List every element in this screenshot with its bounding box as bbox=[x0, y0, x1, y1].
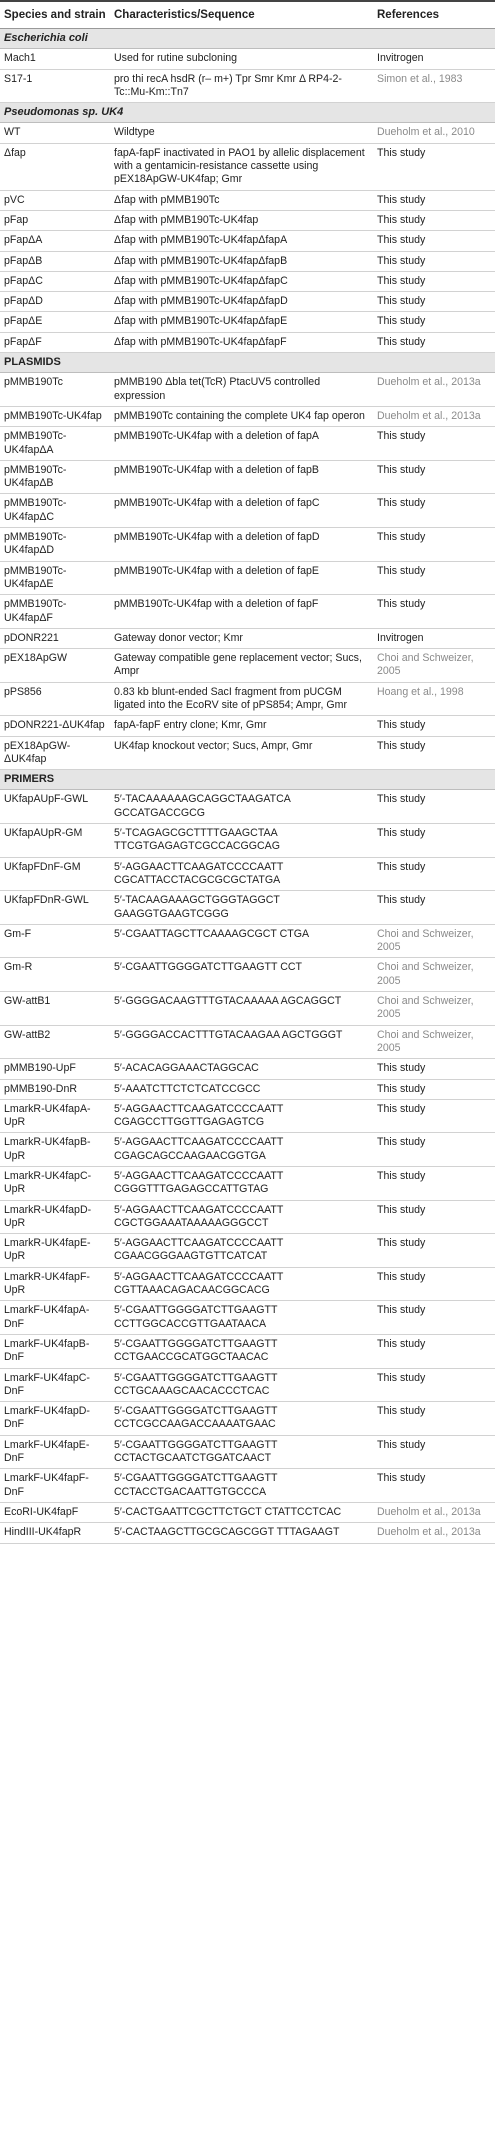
table-row bbox=[0, 1079, 495, 1099]
table-row bbox=[0, 857, 495, 891]
reference-link[interactable]: Choi and Schweizer, 2005 bbox=[373, 992, 495, 1026]
characteristics: 5′-ACACAGGAAACTAGGCAC bbox=[110, 1059, 373, 1079]
characteristics: 5′-CACTGAATTCGCTTCTGCT CTATTCCTCAC bbox=[110, 1502, 373, 1522]
table-row bbox=[0, 1368, 495, 1402]
table-row bbox=[0, 143, 495, 190]
table-row bbox=[0, 332, 495, 352]
characteristics: Δfap with pMMB190Tc-UK4fapΔfapC bbox=[110, 271, 373, 291]
strain-name: LmarkR-UK4fapE-UpR bbox=[0, 1234, 110, 1268]
table-row bbox=[0, 1099, 495, 1133]
characteristics: Wildtype bbox=[110, 123, 373, 143]
strain-name: UKfapFDnF-GM bbox=[0, 857, 110, 891]
strain-name: S17-1 bbox=[0, 69, 110, 103]
reference-link[interactable]: Dueholm et al., 2013a bbox=[373, 373, 495, 407]
reference: This study bbox=[373, 1435, 495, 1469]
header-references: References bbox=[373, 1, 495, 29]
characteristics: Δfap with pMMB190Tc-UK4fapΔfapD bbox=[110, 292, 373, 312]
characteristics: pMMB190Tc-UK4fap with a deletion of fapC bbox=[110, 494, 373, 528]
reference: This study bbox=[373, 494, 495, 528]
characteristics: 5′-CGAATTGGGGATCTTGAAGTT CCTGAACCGCATGGCTAACAC bbox=[110, 1334, 373, 1368]
table-row bbox=[0, 190, 495, 210]
characteristics: Gateway donor vector; Kmr bbox=[110, 628, 373, 648]
strain-name: pFapΔC bbox=[0, 271, 110, 291]
characteristics: UK4fap knockout vector; Sucs, Ampr, Gmr bbox=[110, 736, 373, 770]
strain-name: pDONR221 bbox=[0, 628, 110, 648]
strain-name: LmarkR-UK4fapC-UpR bbox=[0, 1167, 110, 1201]
characteristics: Δfap with pMMB190Tc-UK4fapΔfapE bbox=[110, 312, 373, 332]
table-row bbox=[0, 271, 495, 291]
table-row bbox=[0, 958, 495, 992]
reference: This study bbox=[373, 561, 495, 595]
table-row bbox=[0, 1200, 495, 1234]
header-characteristics: Characteristics/Sequence bbox=[110, 1, 373, 29]
strain-name: pMMB190Tc-UK4fapΔA bbox=[0, 427, 110, 461]
strain-name: pMMB190Tc bbox=[0, 373, 110, 407]
table-row bbox=[0, 1334, 495, 1368]
table-row bbox=[0, 1059, 495, 1079]
strain-name: LmarkF-UK4fapF-DnF bbox=[0, 1469, 110, 1503]
reference-link[interactable]: Hoang et al., 1998 bbox=[373, 682, 495, 716]
strain-name: pMMB190Tc-UK4fapΔE bbox=[0, 561, 110, 595]
reference: This study bbox=[373, 528, 495, 562]
characteristics: 5′-CGAATTGGGGATCTTGAAGTT CCT bbox=[110, 958, 373, 992]
section-header bbox=[0, 103, 495, 123]
strain-name: LmarkR-UK4fapB-UpR bbox=[0, 1133, 110, 1167]
table-row bbox=[0, 292, 495, 312]
table-row bbox=[0, 49, 495, 69]
reference: Invitrogen bbox=[373, 49, 495, 69]
reference: This study bbox=[373, 1368, 495, 1402]
table-row bbox=[0, 427, 495, 461]
strain-name: pMMB190Tc-UK4fapΔF bbox=[0, 595, 110, 629]
reference: This study bbox=[373, 231, 495, 251]
table-row bbox=[0, 628, 495, 648]
strain-name: LmarkR-UK4fapD-UpR bbox=[0, 1200, 110, 1234]
strain-name: LmarkF-UK4fapE-DnF bbox=[0, 1435, 110, 1469]
characteristics: 5′-AGGAACTTCAAGATCCCCAATT CGGGTTTGAGAGCCATTGTAG bbox=[110, 1167, 373, 1201]
table-row bbox=[0, 1523, 495, 1543]
table-row bbox=[0, 1435, 495, 1469]
reference-link[interactable]: Choi and Schweizer, 2005 bbox=[373, 924, 495, 958]
strain-name: LmarkF-UK4fapD-DnF bbox=[0, 1402, 110, 1436]
strain-name: pFap bbox=[0, 210, 110, 230]
table-row bbox=[0, 924, 495, 958]
reference: This study bbox=[373, 1167, 495, 1201]
reference: This study bbox=[373, 1469, 495, 1503]
reference: This study bbox=[373, 332, 495, 352]
characteristics: Δfap with pMMB190Tc bbox=[110, 190, 373, 210]
section-title: PRIMERS bbox=[0, 770, 495, 790]
strain-name: UKfapAUpR-GM bbox=[0, 824, 110, 858]
table-row bbox=[0, 406, 495, 426]
strain-name: pEX18ApGW-ΔUK4fap bbox=[0, 736, 110, 770]
reference: This study bbox=[373, 736, 495, 770]
strain-name: WT bbox=[0, 123, 110, 143]
reference: This study bbox=[373, 427, 495, 461]
characteristics: 5′-CGAATTGGGGATCTTGAAGTT CCTTGGCACCGTTGAATAACA bbox=[110, 1301, 373, 1335]
characteristics: pMMB190Tc-UK4fap with a deletion of fapF bbox=[110, 595, 373, 629]
table-row bbox=[0, 649, 495, 683]
characteristics: 5′-AGGAACTTCAAGATCCCCAATT CGTTAAACAGACAACGGCACG bbox=[110, 1267, 373, 1301]
reference: This study bbox=[373, 292, 495, 312]
characteristics: 5′-TACAAGAAAGCTGGGTAGGCT GAAGGTGAAGTCGGG bbox=[110, 891, 373, 925]
table-row bbox=[0, 992, 495, 1026]
reference: This study bbox=[373, 1234, 495, 1268]
strain-name: GW-attB2 bbox=[0, 1025, 110, 1059]
strain-name: LmarkR-UK4fapA-UpR bbox=[0, 1099, 110, 1133]
characteristics: Δfap with pMMB190Tc-UK4fapΔfapB bbox=[110, 251, 373, 271]
strain-name: pFapΔE bbox=[0, 312, 110, 332]
characteristics: pro thi recA hsdR (r– m+) Tpr Smr Kmr Δ RP4-2-Tc::Mu-Km::Tn7 bbox=[110, 69, 373, 103]
characteristics: 5′-CGAATTGGGGATCTTGAAGTT CCTACCTGACAATTGTGCCCA bbox=[110, 1469, 373, 1503]
characteristics: 5′-AGGAACTTCAAGATCCCCAATT CGAGCAGCCAAGAACGGTGA bbox=[110, 1133, 373, 1167]
section-header bbox=[0, 29, 495, 49]
characteristics: fapA-fapF entry clone; Kmr, Gmr bbox=[110, 716, 373, 736]
strain-name: HindIII-UK4fapR bbox=[0, 1523, 110, 1543]
reference-link[interactable]: Dueholm et al., 2013a bbox=[373, 1502, 495, 1522]
table-row bbox=[0, 1502, 495, 1522]
strain-name: GW-attB1 bbox=[0, 992, 110, 1026]
section-title: PLASMIDS bbox=[0, 353, 495, 373]
strain-name: pPS856 bbox=[0, 682, 110, 716]
characteristics: 5′-TCAGAGCGCTTTTGAAGCTAA TTCGTGAGAGTCGCCACGGCAG bbox=[110, 824, 373, 858]
section-title: Escherichia coli bbox=[0, 29, 495, 49]
table-header bbox=[0, 1, 495, 29]
reference-link[interactable]: Simon et al., 1983 bbox=[373, 69, 495, 103]
reference-link[interactable]: Dueholm et al., 2010 bbox=[373, 123, 495, 143]
reference: This study bbox=[373, 1334, 495, 1368]
strain-name: pFapΔA bbox=[0, 231, 110, 251]
table-row bbox=[0, 561, 495, 595]
reference: This study bbox=[373, 312, 495, 332]
table-row bbox=[0, 1133, 495, 1167]
table-row bbox=[0, 1402, 495, 1436]
characteristics: pMMB190Tc-UK4fap with a deletion of fapB bbox=[110, 460, 373, 494]
strain-name: pFapΔB bbox=[0, 251, 110, 271]
reference: This study bbox=[373, 1133, 495, 1167]
table-row bbox=[0, 210, 495, 230]
reference: This study bbox=[373, 595, 495, 629]
header-species: Species and strain bbox=[0, 1, 110, 29]
characteristics: pMMB190Tc-UK4fap with a deletion of fapD bbox=[110, 528, 373, 562]
strain-name: Gm-F bbox=[0, 924, 110, 958]
characteristics: 5′-CGAATTGGGGATCTTGAAGTT CCTACTGCAATCTGGATCAACT bbox=[110, 1435, 373, 1469]
characteristics: pMMB190Tc containing the complete UK4 fap operon bbox=[110, 406, 373, 426]
strain-name: Gm-R bbox=[0, 958, 110, 992]
strain-name: pFapΔD bbox=[0, 292, 110, 312]
strain-name: pEX18ApGW bbox=[0, 649, 110, 683]
reference: This study bbox=[373, 190, 495, 210]
characteristics: 5′-TACAAAAAAGCAGGCTAAGATCA GCCATGACCGCG bbox=[110, 790, 373, 824]
reference: This study bbox=[373, 251, 495, 271]
reference: This study bbox=[373, 1200, 495, 1234]
table-row bbox=[0, 595, 495, 629]
reference: This study bbox=[373, 1099, 495, 1133]
table-row bbox=[0, 460, 495, 494]
table-row bbox=[0, 373, 495, 407]
strain-name: EcoRI-UK4fapF bbox=[0, 1502, 110, 1522]
table-row bbox=[0, 69, 495, 103]
table-row bbox=[0, 790, 495, 824]
characteristics: 5′-AGGAACTTCAAGATCCCCAATT CGCATTACCTACGCGCGCTATGA bbox=[110, 857, 373, 891]
table-row bbox=[0, 891, 495, 925]
table-row bbox=[0, 231, 495, 251]
characteristics: fapA-fapF inactivated in PAO1 by allelic displacement with a gentamicin-resistance cassette using pEX18ApGW-UK4fap; Gmr bbox=[110, 143, 373, 190]
strain-name: pMMB190-DnR bbox=[0, 1079, 110, 1099]
table-row bbox=[0, 1167, 495, 1201]
reference: This study bbox=[373, 271, 495, 291]
characteristics: Δfap with pMMB190Tc-UK4fapΔfapF bbox=[110, 332, 373, 352]
reference: This study bbox=[373, 824, 495, 858]
strain-name: pVC bbox=[0, 190, 110, 210]
strain-name: pMMB190Tc-UK4fapΔB bbox=[0, 460, 110, 494]
characteristics: 5′-CGAATTGGGGATCTTGAAGTT CCTCGCCAAGACCAAAATGAAC bbox=[110, 1402, 373, 1436]
reference: This study bbox=[373, 1079, 495, 1099]
table-row bbox=[0, 1469, 495, 1503]
reference: This study bbox=[373, 1301, 495, 1335]
reference-link[interactable]: Choi and Schweizer, 2005 bbox=[373, 649, 495, 683]
characteristics: 5′-AGGAACTTCAAGATCCCCAATT CGCTGGAAATAAAAAGGGCCT bbox=[110, 1200, 373, 1234]
characteristics: 5′-AAATCTTCTCTCATCCGCC bbox=[110, 1079, 373, 1099]
reference: This study bbox=[373, 1267, 495, 1301]
reference: This study bbox=[373, 891, 495, 925]
table-row bbox=[0, 251, 495, 271]
section-header bbox=[0, 770, 495, 790]
characteristics: pMMB190 Δbla tet(TcR) PtacUV5 controlled expression bbox=[110, 373, 373, 407]
table-row bbox=[0, 736, 495, 770]
strain-name: Δfap bbox=[0, 143, 110, 190]
reference: Invitrogen bbox=[373, 628, 495, 648]
reference: This study bbox=[373, 460, 495, 494]
reference-link[interactable]: Choi and Schweizer, 2005 bbox=[373, 958, 495, 992]
reference-link[interactable]: Choi and Schweizer, 2005 bbox=[373, 1025, 495, 1059]
strain-name: pMMB190-UpF bbox=[0, 1059, 110, 1079]
strain-name: pFapΔF bbox=[0, 332, 110, 352]
reference: This study bbox=[373, 143, 495, 190]
table-row bbox=[0, 494, 495, 528]
strain-name: pMMB190Tc-UK4fapΔC bbox=[0, 494, 110, 528]
reference-link[interactable]: Dueholm et al., 2013a bbox=[373, 406, 495, 426]
characteristics: Used for rutine subcloning bbox=[110, 49, 373, 69]
reference: This study bbox=[373, 210, 495, 230]
characteristics: 5′-GGGGACAAGTTTGTACAAAAA AGCAGGCT bbox=[110, 992, 373, 1026]
table-row bbox=[0, 123, 495, 143]
strain-name: LmarkF-UK4fapA-DnF bbox=[0, 1301, 110, 1335]
characteristics: 5′-CGAATTAGCTTCAAAAGCGCT CTGA bbox=[110, 924, 373, 958]
reference: This study bbox=[373, 857, 495, 891]
table-row bbox=[0, 1301, 495, 1335]
table-row bbox=[0, 528, 495, 562]
characteristics: Δfap with pMMB190Tc-UK4fap bbox=[110, 210, 373, 230]
table-row bbox=[0, 1025, 495, 1059]
table-row bbox=[0, 312, 495, 332]
characteristics: 5′-CACTAAGCTTGCGCAGCGGT TTTAGAAGT bbox=[110, 1523, 373, 1543]
characteristics: 5′-AGGAACTTCAAGATCCCCAATT CGAACGGGAAGTGTTCATCAT bbox=[110, 1234, 373, 1268]
characteristics: pMMB190Tc-UK4fap with a deletion of fapA bbox=[110, 427, 373, 461]
characteristics: 5′-AGGAACTTCAAGATCCCCAATT CGAGCCTTGGTTGAGAGTCG bbox=[110, 1099, 373, 1133]
reference-link[interactable]: Dueholm et al., 2013a bbox=[373, 1523, 495, 1543]
strain-name: LmarkF-UK4fapC-DnF bbox=[0, 1368, 110, 1402]
characteristics: pMMB190Tc-UK4fap with a deletion of fapE bbox=[110, 561, 373, 595]
table-row bbox=[0, 1234, 495, 1268]
strain-name: UKfapFDnR-GWL bbox=[0, 891, 110, 925]
reference: This study bbox=[373, 790, 495, 824]
reference: This study bbox=[373, 716, 495, 736]
table-body bbox=[0, 29, 495, 1544]
strain-name: pMMB190Tc-UK4fap bbox=[0, 406, 110, 426]
characteristics: 0.83 kb blunt-ended SacI fragment from pUCGM ligated into the EcoRV site of pPS854; Ampr, Gmr bbox=[110, 682, 373, 716]
table-row bbox=[0, 1267, 495, 1301]
characteristics: 5′-CGAATTGGGGATCTTGAAGTT CCTGCAAAGCAACACCCTCAC bbox=[110, 1368, 373, 1402]
section-header bbox=[0, 353, 495, 373]
section-title: Pseudomonas sp. UK4 bbox=[0, 103, 495, 123]
strain-name: pDONR221-ΔUK4fap bbox=[0, 716, 110, 736]
reference: This study bbox=[373, 1059, 495, 1079]
strain-name: pMMB190Tc-UK4fapΔD bbox=[0, 528, 110, 562]
reference: This study bbox=[373, 1402, 495, 1436]
characteristics: Δfap with pMMB190Tc-UK4fapΔfapA bbox=[110, 231, 373, 251]
strain-name: LmarkF-UK4fapB-DnF bbox=[0, 1334, 110, 1368]
characteristics: Gateway compatible gene replacement vector; Sucs, Ampr bbox=[110, 649, 373, 683]
table-row bbox=[0, 682, 495, 716]
table-row bbox=[0, 824, 495, 858]
strain-name: UKfapAUpF-GWL bbox=[0, 790, 110, 824]
strain-name: Mach1 bbox=[0, 49, 110, 69]
characteristics: 5′-GGGGACCACTTTGTACAAGAA AGCTGGGT bbox=[110, 1025, 373, 1059]
table-row bbox=[0, 716, 495, 736]
strain-name: LmarkR-UK4fapF-UpR bbox=[0, 1267, 110, 1301]
